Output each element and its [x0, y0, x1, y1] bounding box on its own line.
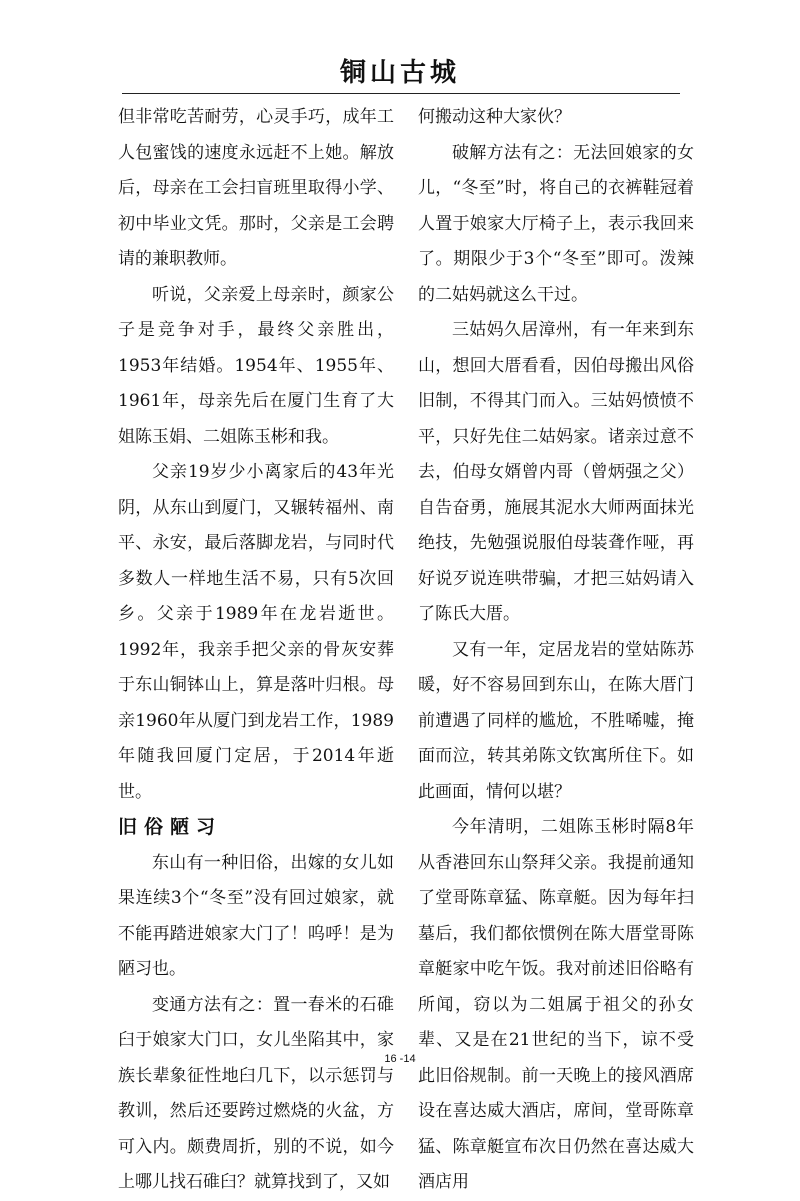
page-number: 16 -14: [384, 1053, 416, 1065]
paragraph: 听说，父亲爱上母亲时，颜家公子是竞争对手，最终父亲胜出，1953年结婚。1954年、1955年、1961年，母亲先后在厦门生育了大姐陈玉娟、二姐陈玉彬和我。: [118, 284, 394, 447]
paragraph: 又有一年，定居龙岩的堂姑陈苏暖，好不容易回到东山，在陈大厝门前遭遇了同样的尴尬，不胜唏嘘，掩面而泣，转其弟陈文钦寓所住下。如此画面，情何以堪？: [418, 639, 694, 802]
paragraph: 何搬动这种大家伙？: [418, 107, 571, 127]
header-divider: [122, 93, 680, 94]
paragraph: 三姑妈久居漳州，有一年来到东山，想回大厝看看，因伯母搬出风俗旧制，不得其门而入。三姑妈愤愤不平，只好先住二姑妈家。诸亲过意不去，伯母女婿曾内哥（曾炳强之父）自告奋勇，施展其泥水大师两面抹光绝技，先勉强说服伯母装聋作哑，再好说歹说连哄带骗，才把三姑妈请入了陈氏大厝。: [418, 320, 694, 624]
paragraph: 东山有一种旧俗，出嫁的女儿如果连续3个“冬至”没有回过娘家，就不能再踏进娘家大门了！呜呼！是为陋习也。: [118, 852, 394, 979]
left-column: [118, 100, 394, 1201]
paragraph: 但非常吃苦耐劳，心灵手巧，成年工人包蜜饯的速度永远赶不上她。解放后，母亲在工会扫盲班里取得小学、初中毕业文凭。那时，父亲是工会聘请的兼职教师。: [118, 107, 394, 269]
paragraph: 破解方法有之：无法回娘家的女儿，“冬至”时，将自己的衣裤鞋冠着人置于娘家大厅椅子上，表示我回来了。期限少于3个“冬至”即可。泼辣的二姑妈就这么干过。: [418, 142, 694, 305]
section-heading: 旧俗陋习: [118, 816, 223, 838]
paragraph: 父亲19岁少小离家后的43年光阴，从东山到厦门，又辗转福州、南平、永安，最后落脚龙岩，与同时代多数人一样地生活不易，只有5次回乡。父亲于1989年在龙岩逝世。1992年，我亲手把父亲的骨灰安葬于东山铜钵山上，算是落叶归根。母亲1960年从厦门到龙岩工作，1989年随我回厦门定居，于2014年逝世。: [118, 462, 394, 802]
right-column: [418, 100, 694, 1201]
paragraph: 今年清明，二姐陈玉彬时隔8年从香港回东山祭拜父亲。我提前通知了堂哥陈章猛、陈章艇。因为每年扫墓后，我们都依惯例在陈大厝堂哥陈章艇家中吃午饭。我对前述旧俗略有所闻，窃以为二姐属于祖父的孙女辈、又是在21世纪的当下，谅不受此旧俗规制。前一天晚上的接风酒席设在喜达威大酒店，席间，堂哥陈章猛、陈章艇宣布次日仍然在喜达威大酒店用: [418, 817, 694, 1192]
page-header-title: 铜山古城: [339, 58, 460, 88]
paragraph: 变通方法有之：置一春米的石碓臼于娘家大门口，女儿坐陷其中，家族长辈象征性地臼几下，以示惩罚与教训，然后还要跨过燃烧的火盆，方可入内。颇费周折，别的不说，如今上哪儿找石碓臼？就算找到了，又如: [118, 994, 394, 1192]
